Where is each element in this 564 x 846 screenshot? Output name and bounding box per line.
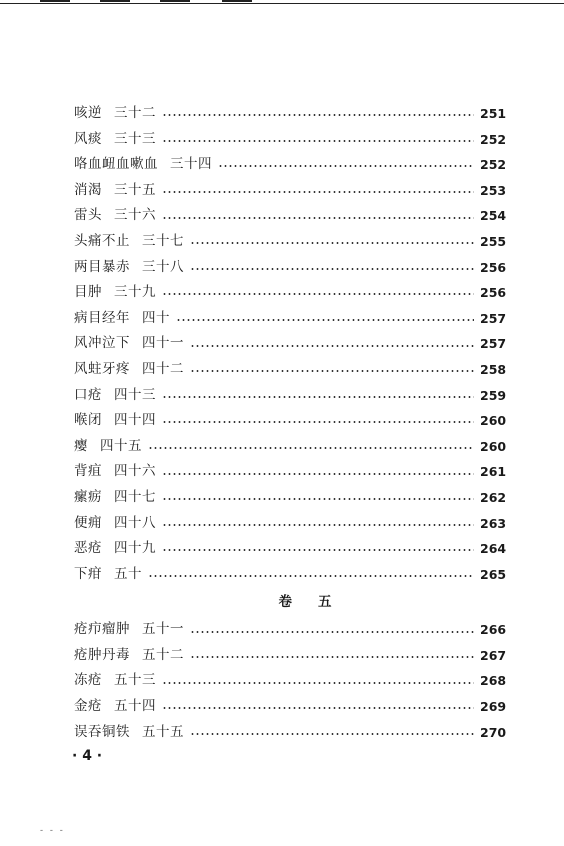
toc-entry <box>74 357 507 383</box>
toc-entry-page: 256 <box>480 259 507 275</box>
toc-entry <box>74 434 507 460</box>
toc-entry-number: 五十一 <box>142 621 184 638</box>
toc-entry-page: 262 <box>480 489 507 505</box>
toc-entry <box>74 152 507 178</box>
toc-entry-title: 便痈 <box>74 514 102 531</box>
toc-leader-dots <box>190 345 474 347</box>
toc-entry-number: 四十四 <box>114 412 156 429</box>
toc-entry-title: 疮肿丹毒 <box>74 646 130 663</box>
toc-entry-title: 咳逆 <box>74 105 102 121</box>
toc-entry-number: 五十 <box>114 565 142 582</box>
toc-leader-dots <box>162 191 474 193</box>
toc-entry-page: 257 <box>480 336 507 352</box>
toc-entry-title: 下疳 <box>74 565 102 582</box>
toc-leader-dots <box>148 575 474 577</box>
toc-entry-number: 五十三 <box>114 672 156 689</box>
toc-leader-dots <box>162 217 474 219</box>
top-mark <box>40 0 70 2</box>
toc-entry <box>74 229 507 255</box>
toc-entry-page: 252 <box>480 157 507 173</box>
toc-list-a <box>74 101 507 587</box>
table-of-contents <box>74 101 507 745</box>
toc-entry <box>74 306 507 332</box>
toc-entry <box>74 459 507 485</box>
toc-entry <box>74 617 507 643</box>
toc-entry-title: 疮疖瘤肿 <box>74 621 130 638</box>
toc-entry-page: 267 <box>480 647 507 663</box>
toc-entry-number: 三十五 <box>114 181 156 198</box>
toc-entry-page: 260 <box>480 413 507 429</box>
toc-entry-title: 金疮 <box>74 698 102 715</box>
toc-entry <box>74 280 507 306</box>
toc-entry <box>74 178 507 204</box>
footer-marks: - - - <box>40 826 65 836</box>
toc-entry-title: 瘿 <box>74 437 88 454</box>
toc-leader-dots <box>148 447 474 449</box>
toc-entry <box>74 255 507 281</box>
toc-entry <box>74 203 507 229</box>
toc-entry-number: 四十 <box>142 309 170 326</box>
toc-entry-title: 背疽 <box>74 463 102 480</box>
toc-leader-dots <box>162 293 474 295</box>
toc-list-b <box>74 617 507 745</box>
toc-entry <box>74 485 507 511</box>
toc-leader-dots <box>162 421 474 423</box>
toc-entry <box>74 331 507 357</box>
toc-leader-dots <box>162 396 474 398</box>
toc-entry-number: 三十六 <box>114 207 156 224</box>
toc-leader-dots <box>162 549 474 551</box>
toc-entry-title: 咯血衄血嗽血 <box>74 156 158 173</box>
section-heading <box>74 587 502 617</box>
toc-entry-page: 252 <box>480 131 507 147</box>
toc-entry-page: 265 <box>480 566 507 582</box>
toc-leader-dots <box>162 140 474 142</box>
toc-leader-dots <box>162 524 474 526</box>
toc-entry <box>74 720 507 746</box>
toc-entry-page: 254 <box>480 208 507 224</box>
toc-entry-title: 头痛不止 <box>74 232 130 249</box>
toc-leader-dots <box>162 473 474 475</box>
section-heading-part2: 五 <box>318 594 338 611</box>
toc-entry <box>74 408 507 434</box>
toc-entry-number: 四十五 <box>100 437 142 454</box>
toc-leader-dots <box>218 165 474 167</box>
toc-leader-dots <box>190 631 474 633</box>
toc-entry-title: 瘰疬 <box>74 488 102 505</box>
toc-entry-number: 四十三 <box>114 386 156 403</box>
toc-leader-dots <box>190 656 474 658</box>
toc-entry-page: 261 <box>480 464 507 480</box>
toc-entry <box>74 511 507 537</box>
toc-entry-page: 258 <box>480 361 507 377</box>
toc-entry-number: 四十一 <box>142 335 184 352</box>
toc-entry-number: 三十九 <box>114 284 156 301</box>
toc-entry-number: 三十七 <box>142 232 184 249</box>
toc-entry-number: 四十六 <box>114 463 156 480</box>
toc-entry-number: 五十四 <box>114 698 156 715</box>
toc-entry <box>74 383 507 409</box>
toc-entry-title: 风冲泣下 <box>74 335 130 352</box>
toc-entry-page: 256 <box>480 285 507 301</box>
toc-leader-dots <box>190 733 474 735</box>
toc-leader-dots <box>190 242 474 244</box>
toc-entry-number: 三十四 <box>170 156 212 173</box>
toc-entry-number: 五十二 <box>142 646 184 663</box>
toc-leader-dots <box>162 707 474 709</box>
toc-leader-dots <box>162 114 474 116</box>
toc-entry-number: 五十五 <box>142 723 184 740</box>
toc-entry <box>74 536 507 562</box>
toc-entry-title: 恶疮 <box>74 540 102 557</box>
toc-entry-title: 误吞铜铁 <box>74 723 130 740</box>
toc-leader-dots <box>162 682 474 684</box>
toc-entry-page: 253 <box>480 182 507 198</box>
toc-entry-title: 喉闭 <box>74 412 102 429</box>
toc-entry-number: 四十九 <box>114 540 156 557</box>
toc-entry <box>74 101 507 127</box>
top-mark <box>222 0 252 2</box>
toc-entry-page: 266 <box>480 622 507 638</box>
toc-entry-title: 消渴 <box>74 181 102 198</box>
toc-entry <box>74 127 507 153</box>
top-mark <box>100 0 130 2</box>
toc-leader-dots <box>190 268 474 270</box>
toc-entry-page: 263 <box>480 515 507 531</box>
toc-entry-page: 264 <box>480 541 507 557</box>
toc-entry-number: 三十八 <box>142 258 184 275</box>
top-mark <box>160 0 190 2</box>
toc-entry-page: 269 <box>480 699 507 715</box>
toc-entry <box>74 562 507 588</box>
toc-leader-dots <box>176 319 474 321</box>
toc-entry-number: 四十八 <box>114 514 156 531</box>
toc-entry-page: 257 <box>480 310 507 326</box>
toc-entry-page: 259 <box>480 387 507 403</box>
toc-entry-title: 冻疮 <box>74 672 102 689</box>
page-folio: · 4 · <box>72 748 103 764</box>
toc-entry-title: 口疮 <box>74 386 102 403</box>
toc-leader-dots <box>190 370 474 372</box>
toc-entry <box>74 694 507 720</box>
toc-entry-number: 四十二 <box>142 360 184 377</box>
toc-entry-number: 四十七 <box>114 488 156 505</box>
section-heading-part1: 卷 <box>278 594 298 611</box>
toc-entry-title: 风蛀牙疼 <box>74 360 130 377</box>
toc-entry-page: 260 <box>480 438 507 454</box>
toc-entry-title: 两目暴赤 <box>74 258 130 275</box>
toc-entry-number: 三十三 <box>114 130 156 147</box>
toc-entry <box>74 643 507 669</box>
toc-entry-page: 270 <box>480 724 507 740</box>
toc-entry-number: 三十二 <box>114 105 156 121</box>
toc-leader-dots <box>162 498 474 500</box>
toc-entry-title: 风痰 <box>74 130 102 147</box>
top-rule <box>0 3 564 4</box>
toc-entry-page: 268 <box>480 673 507 689</box>
toc-entry <box>74 668 507 694</box>
toc-entry-page: 251 <box>480 106 507 121</box>
toc-entry-title: 雷头 <box>74 207 102 224</box>
toc-entry-page: 255 <box>480 233 507 249</box>
toc-entry-title: 目肿 <box>74 284 102 301</box>
toc-entry-title: 病目经年 <box>74 309 130 326</box>
